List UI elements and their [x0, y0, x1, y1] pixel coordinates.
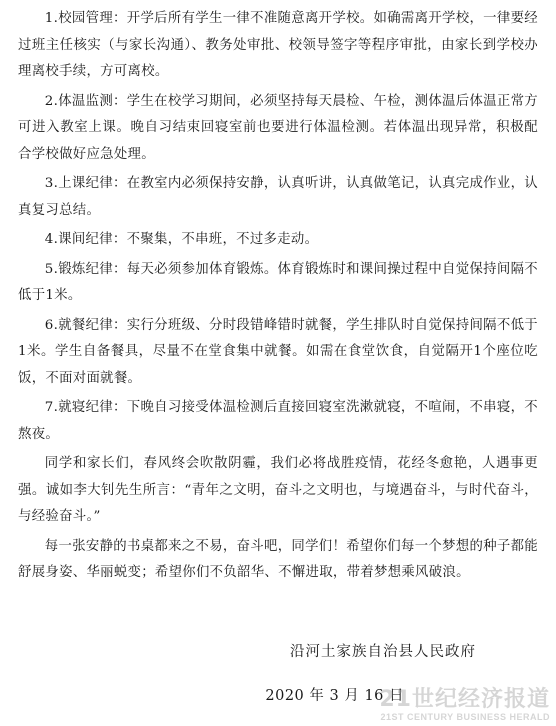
- paragraph-encouragement: 同学和家长们，春风终会吹散阴霾，我们必将战胜疫情，花经冬愈艳，人遇事更强。诚如李大钊先生所言：“青年之文明，奋斗之文明也，与境遇奋斗，与时代奋斗，与经验奋斗。”: [18, 456, 538, 524]
- paragraph-bedtime-discipline: 7.就寝纪律：下晚自习接受体温检测后直接回寝室洗漱就寝，不喧闹，不串寝，不熬夜。: [18, 400, 538, 442]
- paragraph-break-discipline: 4.课间纪律：不聚集，不串班，不过多走动。: [44, 232, 319, 247]
- watermark-chinese: 21世纪经济报道: [379, 687, 550, 712]
- signature-date: 2020 年 3 月 16 日: [265, 688, 404, 704]
- watermark-english: 21ST CENTURY BUSINESS HERALD: [380, 712, 550, 722]
- watermark-logo: [379, 688, 550, 722]
- paragraph-class-discipline: 3.上课纪律：在教室内必须保持安静，认真听讲，认真做笔记，认真完成作业，认真复习总结。: [18, 176, 538, 218]
- paragraph-campus-management: 1.校园管理：开学后所有学生一律不准随意离开学校。如确需离开学校，一律要经过班主任核实（与家长沟通）、教务处审批、校领导签字等程序审批，由家长到学校办理离校手续，方可离校。: [18, 11, 538, 79]
- paragraph-closing: 每一张安静的书桌都来之不易，奋斗吧，同学们！希望你们每一个梦想的种子都能舒展身姿、华丽蜕变；希望你们不负韶华、不懈进取，带着梦想乘风破浪。: [18, 538, 538, 580]
- paragraph-dining-discipline: 6.就餐纪律：实行分班级、分时段错峰错时就餐，学生排队时自觉保持间隔不低于1米。学生自备餐具，尽量不在堂食集中就餐。如需在食堂饮食，自觉隔开1个座位吃饭，不面对面就餐。: [18, 317, 538, 386]
- paragraph-exercise-discipline: 5.锻炼纪律：每天必须参加体育锻炼。体育锻炼时和课间操过程中自觉保持间隔不低于1米。: [18, 261, 538, 303]
- paragraph-temperature-monitoring: 2.体温监测：学生在校学习期间，必须坚持每天晨检、午检，测体温后体温正常方可进入教室上课。晚自习结束回寝室前也要进行体温检测。若体温出现异常，积极配合学校做好应急处理。: [18, 93, 538, 162]
- signature-issuer: 沿河土家族自治县人民政府: [290, 644, 476, 660]
- document-body: [18, 6, 538, 590]
